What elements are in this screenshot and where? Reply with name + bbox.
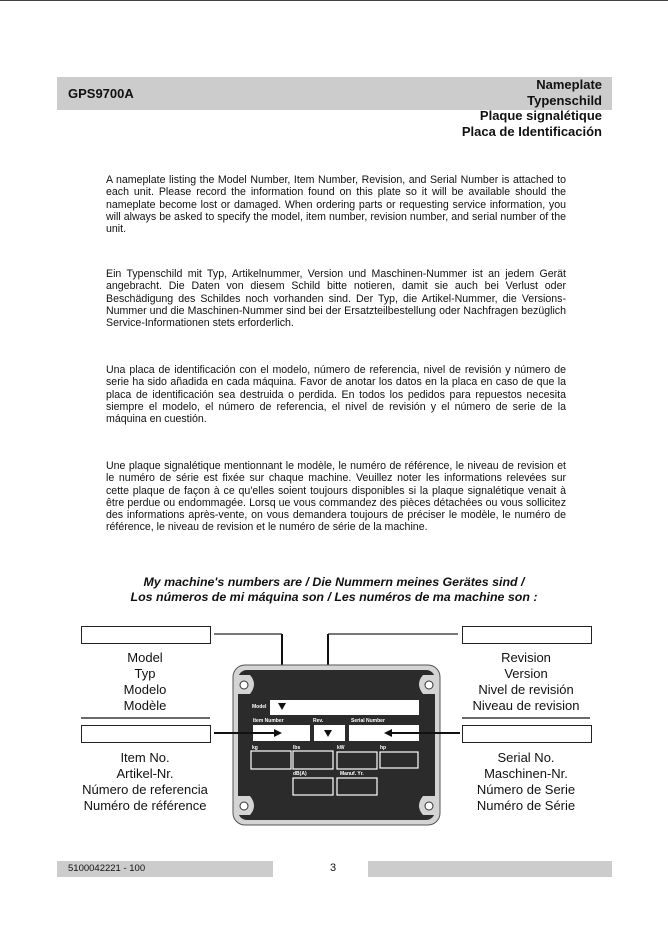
plate-model-field bbox=[270, 700, 419, 715]
plate-year-label: Manuf. Yr. bbox=[340, 771, 364, 777]
model-labels: Model Typ Modelo Modèle bbox=[123, 650, 167, 713]
callout-line-1: My machine's numbers are / Die Nummern meines Gerätes sind / bbox=[143, 575, 525, 589]
model-title: GPS9700A bbox=[68, 86, 134, 101]
page-number: 3 bbox=[330, 862, 337, 874]
item-number-labels: Item No. Artikel-Nr. Número de referencia Numéro de référence bbox=[82, 750, 208, 813]
paragraph-french: Une plaque signalétique mentionnant le modèle, le numéro de référence, le niveau de revision et le numéro de série est fixée sur chaque machine. Veuillez noter les informations relevées sur cette plaque de façon à ce qu'elles soient toujours disponibles si la plaque signalétique venait à être perdue ou endommagée. Lorsq ue vous commandez des pièces détachées ou vous sollicitez des informations après-vente, on vous demandera toujours de préciser le modèle, le numéro de référence, le niveau de revision et le numéro de série de la machine. bbox=[106, 460, 566, 534]
title-fr: Plaque signalétique bbox=[479, 108, 602, 123]
plate-kw-label: kW bbox=[337, 745, 345, 751]
callout-line-2: Los números de mi máquina son / Les numéros de ma machine son : bbox=[130, 590, 538, 604]
plate-hp-label: hp bbox=[380, 745, 387, 751]
title-en: Nameplate bbox=[536, 77, 602, 92]
title-es: Placa de Identificación bbox=[461, 123, 602, 139]
plate-serial-label: Serial Number bbox=[351, 718, 385, 724]
paragraph-english: A nameplate listing the Model Number, Item Number, Revision, and Serial Number is attached to each unit. Please record the information found on this plate so it will be available should the nameplate become lost or damaged. When ordering parts or requesting service information, you will always be asked to specify the model, item number, revision number, and serial number of the unit. bbox=[106, 174, 566, 236]
footer-bar-right bbox=[368, 861, 612, 877]
plate-kg-label: kg bbox=[252, 745, 258, 751]
plate-model-label: Model bbox=[252, 704, 267, 710]
serial-number-labels: Serial No. Maschinen-Nr. Número de Serie Numéro de Série bbox=[476, 750, 576, 813]
footer-doc-number: 5100042221 - 100 bbox=[68, 863, 146, 874]
title-de: Typenschild bbox=[527, 92, 602, 108]
plate-rev-label: Rev. bbox=[313, 718, 324, 724]
plate-item-label: Item Number bbox=[253, 718, 284, 724]
revision-labels: Revision Version Nivel de revisión Niveau de revision bbox=[472, 650, 580, 713]
paragraph-spanish: Una placa de identificación con el modelo, número de referencia, nivel de revisión y número de serie ha sido añadida en cada máquina. Favor de anotar los datos en la placa en caso de que la placa de identificación sea destruida o perdida. En todos los pedidos para repuestos necesita siempre el modelo, el número de referencia, el nivel de revisión y el número de serie de la máquina en cuestión. bbox=[106, 364, 566, 426]
paragraph-german: Ein Typenschild mit Typ, Artikelnummer, Version und Maschinen-Nummer ist an jedem Gerät angebracht. Die Daten von diesem Schild bitte notieren, damit sie auch bei Verlust oder Beschädigung des Schildes noch vorhanden sind. Der Typ, die Artikel-Nummer, die Versions- Nummer und die Maschinen-Nummer sind bei der Ersatzteilbestellung oder Nachfragen bezüglich Service-Informationen stets erforderlich. bbox=[106, 268, 566, 330]
plate-lbs-label: lbs bbox=[293, 745, 301, 751]
plate-db-label: dB(A) bbox=[293, 771, 307, 777]
